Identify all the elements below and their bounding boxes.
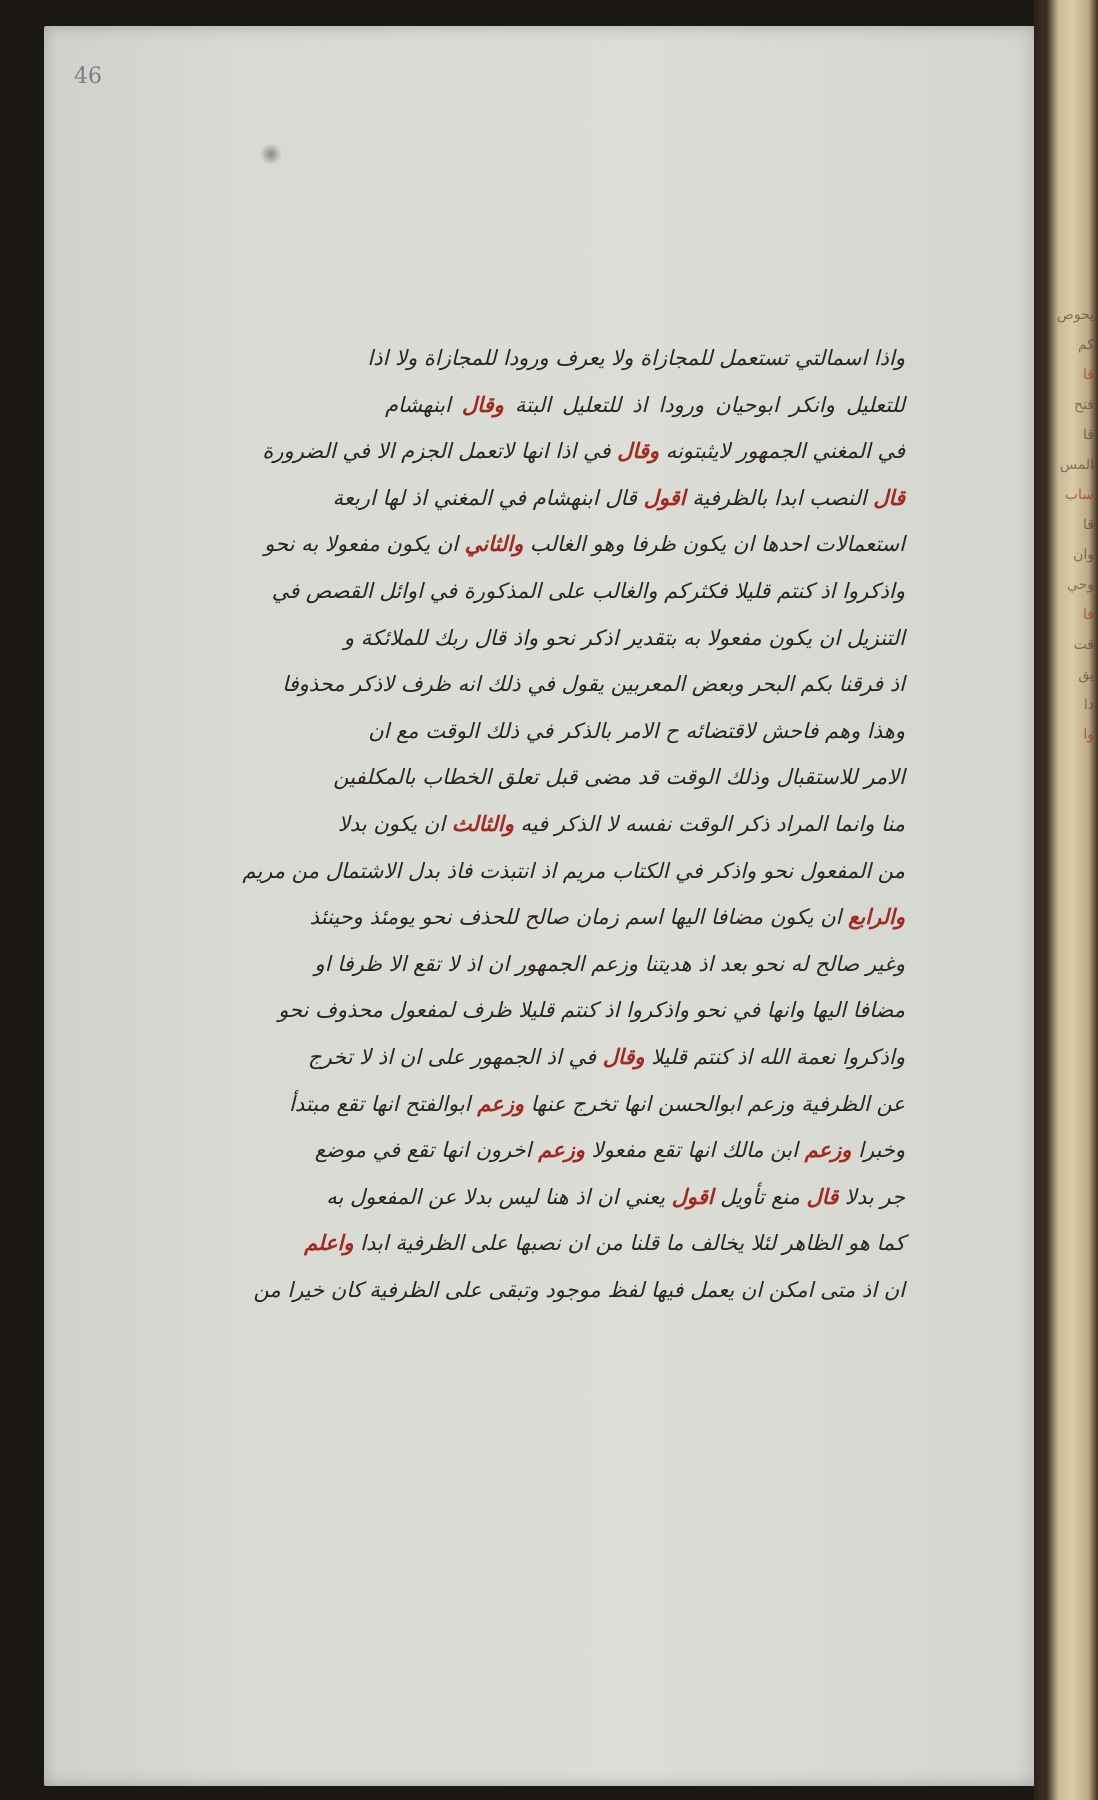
text-line xyxy=(262,428,905,475)
rubric-word: وزعم xyxy=(804,1138,852,1163)
text-segment: اذ فرقنا بكم البحر وبعض المعربين يقول في ذلك انه ظرف لاذكر محذوفا xyxy=(282,672,905,697)
text-segment: ان يكون بدلا xyxy=(337,811,452,836)
rubric-word: وقال xyxy=(602,1044,645,1069)
text-segment: ان اذ متى امكن ان يعمل فيها لفظ موجود وتبقى على الظرفية كان خيرا من xyxy=(253,1277,905,1302)
adjacent-fragment: قا xyxy=(1083,427,1094,443)
text-segment: ابنهشام xyxy=(385,392,462,417)
text-line xyxy=(271,568,905,615)
adjacent-fragment: قت xyxy=(1073,637,1094,653)
text-segment: عن الظرفية وزعم ابوالحسن انها تخرج عنها xyxy=(524,1091,905,1116)
rubric-word: وقال xyxy=(617,439,660,464)
rubric-word: والثاني xyxy=(464,532,524,557)
text-line xyxy=(337,801,905,848)
text-segment: ابوالفتح انها تقع مبتدأ xyxy=(289,1091,478,1116)
text-line xyxy=(308,1034,905,1081)
rubric-word: وزعم xyxy=(538,1138,585,1163)
text-line xyxy=(314,1127,905,1174)
adjacent-fragment: يق xyxy=(1078,667,1094,683)
text-line xyxy=(264,521,905,568)
text-segment: جر بدلا xyxy=(838,1184,905,1209)
text-segment: الامر للاستقبال وذلك الوقت قد مضى قبل تعلق الخطاب بالمكلفين xyxy=(333,765,905,790)
text-line xyxy=(289,1081,905,1128)
text-line xyxy=(242,848,905,895)
text-segment: واذكروا نعمة الله اذ كنتم قليلا xyxy=(644,1044,905,1069)
text-line xyxy=(309,894,905,941)
adjacent-fragment: قا xyxy=(1083,517,1094,533)
text-segment: يعني ان اذ هنا ليس بدلا عن المفعول به xyxy=(326,1184,672,1209)
text-segment: منع تأويل xyxy=(713,1184,807,1209)
rubric-word: وزعم xyxy=(477,1091,524,1116)
text-segment: اخرون انها تقع في موضع xyxy=(314,1138,539,1163)
text-line xyxy=(385,382,905,429)
adjacent-fragment: وحي xyxy=(1066,577,1094,593)
text-segment: للتعليل وانكر ابوحيان ورودا اذ للتعليل البتة xyxy=(503,392,905,417)
text-segment: وغير صالح له نحو بعد اذ هديتنا وزعم الجمهور ان اذ لا تقع الا ظرفا او xyxy=(314,951,905,976)
text-line xyxy=(304,1220,905,1267)
adjacent-fragment: المس xyxy=(1059,457,1094,473)
text-line xyxy=(282,661,905,708)
text-segment: ان يكون مفعولا به نحو xyxy=(264,532,465,557)
rubric-word: قال xyxy=(806,1184,839,1209)
adjacent-fragment: يحوص xyxy=(1056,307,1094,323)
text-segment: وخبرا xyxy=(851,1138,905,1163)
text-segment: في المغني الجمهور لايثبتونه xyxy=(659,439,905,464)
rubric-word: قال xyxy=(873,485,905,510)
text-line xyxy=(314,941,905,988)
text-line xyxy=(332,475,905,522)
text-segment: مضافا اليها وانها في نحو واذكروا اذ كنتم قليلا ظرف لمفعول محذوف نحو xyxy=(278,998,905,1023)
main-text-block xyxy=(242,335,905,1313)
text-segment: وهذا وهم فاحش لاقتضائه ح الامر بالذكر في ذلك الوقت مع ان xyxy=(368,718,905,743)
adjacent-page-text xyxy=(1046,300,1094,750)
adjacent-fragment: كم xyxy=(1078,337,1094,353)
rubric-word: اقول xyxy=(671,1184,714,1209)
text-segment: في اذ الجمهور على ان اذ لا تخرج xyxy=(308,1044,603,1069)
adjacent-fragment: دا xyxy=(1083,697,1094,713)
text-segment: واذا اسمالتي تستعمل للمجازاة ولا يعرف ورودا للمجازاة ولا اذا xyxy=(367,346,905,370)
adjacent-fragment: فا xyxy=(1083,607,1094,623)
text-segment: كما هو الظاهر لئلا يخالف ما قلنا من ان نصبها على الظرفية ابدا xyxy=(353,1231,905,1256)
text-line xyxy=(278,987,905,1034)
text-line xyxy=(343,615,905,662)
rubric-word: والرابع xyxy=(848,905,905,930)
adjacent-fragment: وا xyxy=(1083,727,1094,743)
ink-speck xyxy=(259,144,283,164)
text-segment: قال ابنهشام في المغني اذ لها اربعة xyxy=(332,485,644,510)
folio-number: 46 xyxy=(74,64,102,89)
rubric-word: واعلم xyxy=(304,1231,354,1256)
adjacent-fragment: فتح xyxy=(1074,397,1094,413)
text-segment: التنزيل ان يكون مفعولا به بتقدير اذكر نحو واذ قال ربك للملائكة و xyxy=(343,625,905,650)
rubric-word: اقول xyxy=(643,485,686,510)
text-segment: ابن مالك انها تقع مفعولا xyxy=(584,1138,805,1163)
text-line xyxy=(326,1174,905,1221)
text-segment: في اذا انها لاتعمل الجزم الا في الضرورة xyxy=(262,439,618,464)
adjacent-fragment: قا xyxy=(1083,367,1094,383)
rubric-word: وقال xyxy=(461,392,504,417)
text-segment: استعمالات احدها ان يكون ظرفا وهو الغالب xyxy=(523,532,905,557)
text-segment: من المفعول نحو واذكر في الكتاب مريم اذ انتبذت فاذ بدل الاشتمال من مريم xyxy=(242,858,905,883)
text-segment: واذكروا اذ كنتم قليلا فكثركم والغالب على المذكورة في اوائل القصص في xyxy=(271,578,905,603)
text-segment: ان يكون مضافا اليها اسم زمان صالح للحذف نحو يومئذ وحينئذ xyxy=(309,905,849,930)
text-line xyxy=(333,754,905,801)
text-line xyxy=(253,1267,905,1314)
text-line xyxy=(367,335,905,382)
adjacent-fragment: ساب xyxy=(1064,487,1094,503)
text-line xyxy=(368,708,905,755)
text-segment: منا وانما المراد ذكر الوقت نفسه لا الذكر فيه xyxy=(513,811,905,836)
adjacent-fragment: وان xyxy=(1073,547,1094,563)
rubric-word: والثالث xyxy=(451,811,514,836)
adjacent-page-edge xyxy=(1034,0,1098,1800)
text-segment: النصب ابدا بالظرفية xyxy=(685,485,874,510)
